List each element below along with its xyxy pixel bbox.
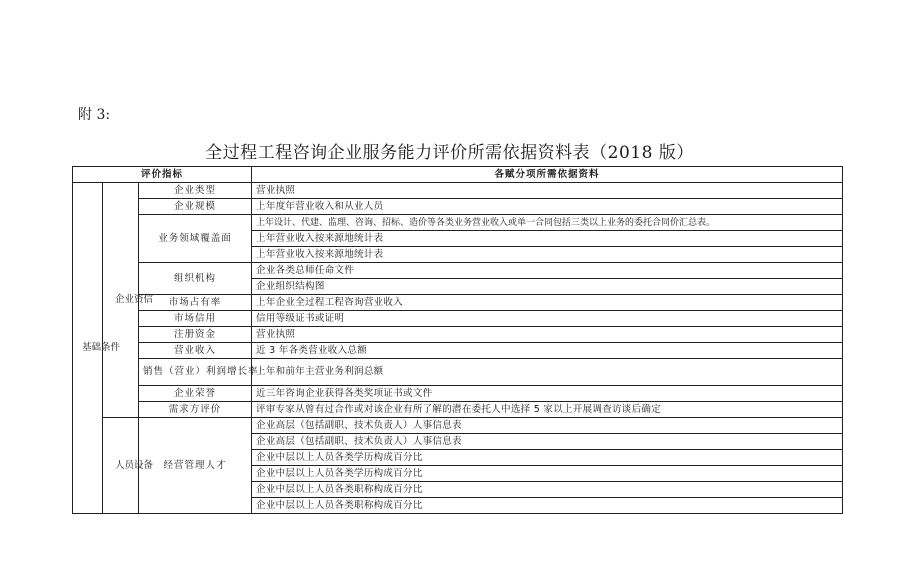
requirement-cell: 企业中层以上人员各类职称构成百分比 [252,482,843,498]
table-row [73,183,843,199]
table-row [73,402,843,418]
table-row [73,327,843,343]
group-basic-conditions: 基础条件 [73,183,103,514]
indicator-cell: 市场占有率 [139,295,252,311]
requirement-cell: 近三年咨询企业获得各类奖项证书或文件 [252,386,843,402]
table-row [73,295,843,311]
requirement-cell: 企业组织结构图 [252,279,843,295]
requirement-cell: 上年企业全过程工程咨询营业收入 [252,295,843,311]
requirements-table [72,166,843,514]
table-row [73,343,843,359]
table-row [73,359,843,386]
indicator-cell: 企业规模 [139,199,252,215]
indicator-cell: 营业收入 [139,343,252,359]
indicator-cell: 市场信用 [139,311,252,327]
requirement-cell: 企业中层以上人员各类职称构成百分比 [252,498,843,514]
indicator-cell: 企业荣誉 [139,386,252,402]
requirement-cell: 上年和前年主营业务利润总额 [252,359,843,386]
requirement-cell: 企业中层以上人员各类学历构成百分比 [252,450,843,466]
requirement-cell: 企业中层以上人员各类学历构成百分比 [252,466,843,482]
requirement-cell: 营业执照 [252,183,843,199]
table-row [73,199,843,215]
subgroup-personnel-equipment: 人员设备 [103,418,139,514]
requirement-cell: 信用等级证书或证明 [252,311,843,327]
requirement-cell: 企业高层（包括副职、技术负责人）人事信息表 [252,434,843,450]
requirement-cell: 评审专家从曾有过合作或对该企业有所了解的潜在委托人中选择 5 家以上开展调查访谈后确定 [252,402,843,418]
requirement-cell: 近 3 年各类营业收入总额 [252,343,843,359]
header-indicator: 评价指标 [73,167,252,183]
indicator-cell: 需求方评价 [139,402,252,418]
table-row [73,311,843,327]
indicator-cell: 企业类型 [139,183,252,199]
table-row [73,418,843,434]
indicator-cell: 销售（营业）利润增长率 [139,359,252,386]
subgroup-enterprise-qualification: 企业资信 [103,183,139,418]
requirement-cell: 上年度年营业收入和从业人员 [252,199,843,215]
header-row [73,167,843,183]
requirement-cell: 企业各类总师任命文件 [252,263,843,279]
requirement-cell: 上年营业收入按来源地统计表 [252,231,843,247]
document-title: 全过程工程咨询企业服务能力评价所需依据资料表（2018 版） [205,143,694,163]
table-row [73,386,843,402]
indicator-cell: 注册资金 [139,327,252,343]
table-row [73,215,843,231]
requirement-cell: 上年营业收入按来源地统计表 [252,247,843,263]
requirement-cell: 企业高层（包括副职、技术负责人）人事信息表 [252,418,843,434]
indicator-cell: 业务领域覆盖面 [139,215,252,263]
requirement-cell: 营业执照 [252,327,843,343]
indicator-cell: 经营管理人才 [139,418,252,514]
requirement-cell: 上年设计、代建、监理、咨询、招标、造价等各类业务营业收入或单一合同包括三类以上业务的委托合同价汇总表。 [252,215,843,231]
header-requirement: 各赋分项所需依据资料 [252,167,843,183]
attachment-label: 附 3: [78,107,111,123]
indicator-cell: 组织机构 [139,263,252,295]
table-row [73,263,843,279]
